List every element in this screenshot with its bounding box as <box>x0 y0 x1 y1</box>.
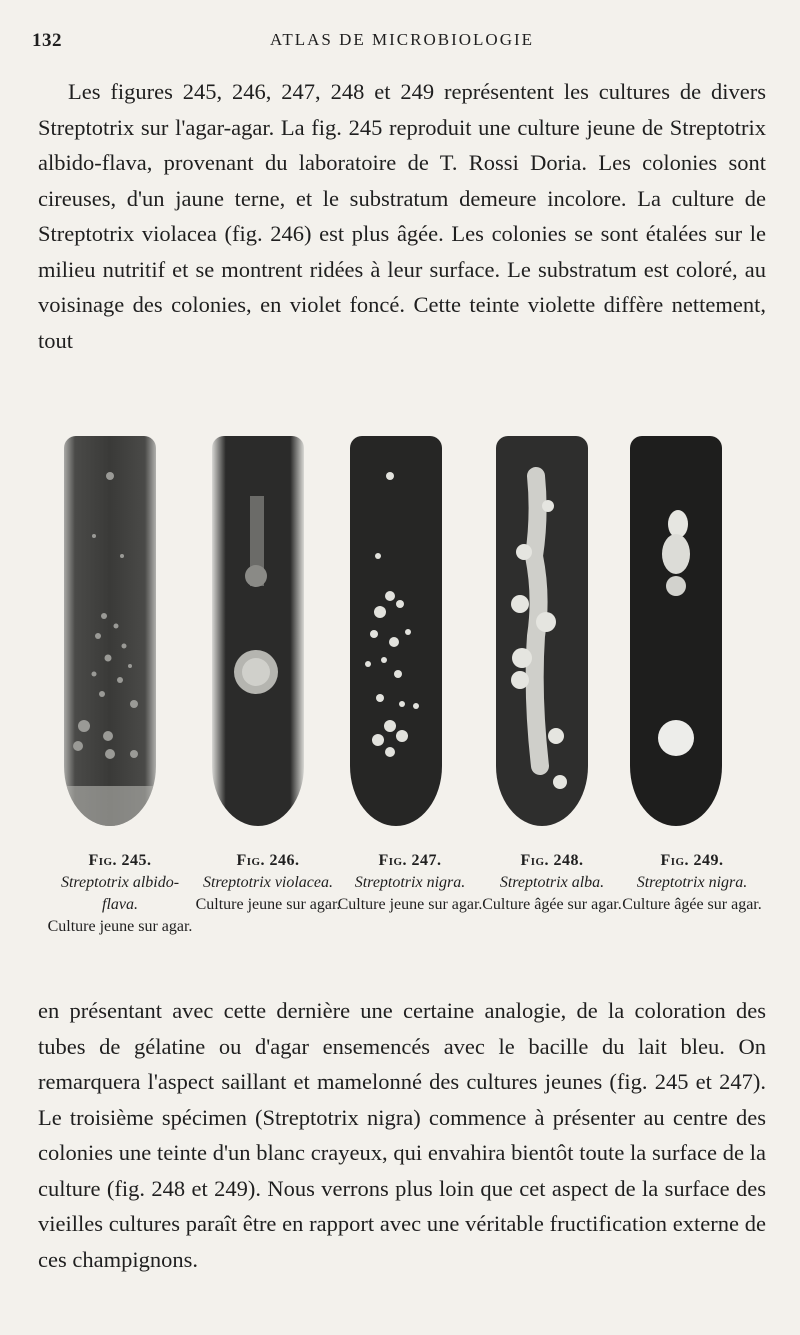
culture-description: Culture jeune sur agar. <box>47 918 193 935</box>
figure-number: Fig. 248. <box>520 852 584 869</box>
paragraph-top <box>38 74 766 358</box>
tube-image-247 <box>350 436 442 826</box>
culture-description: Culture jeune sur agar. <box>337 896 483 913</box>
figure-captions <box>32 850 772 980</box>
paragraph-bottom <box>38 993 766 1277</box>
species-name: Streptotrix albido-flava. <box>60 874 180 913</box>
tube-image-249 <box>630 436 722 826</box>
page-header <box>32 30 772 54</box>
paragraph-bottom-text: en présentant avec cette dernière une certaine analogie, de la coloration des tubes de gélatine ou d'agar ensemencés avec le bacille du lait bleu. On remarquera l'aspect saillant et mamelonné des cultures jeunes (fig. 245 et 247). Le troisième spécimen (Streptotrix nigra) commence à présenter au centre des colonies une teinte d'un blanc crayeux, qui envahira bientôt toute la surface de la culture (fig. 248 et 249). Nous verrons plus loin que cet aspect de la surface des vieilles cultures paraît être en rapport avec une véritable fructification externe de ces champignons. <box>38 998 766 1272</box>
species-name: Streptotrix nigra. <box>354 874 466 891</box>
culture-description: Culture âgée sur agar. <box>622 896 762 913</box>
page-number: 132 <box>32 30 62 51</box>
figure-number: Fig. 245. <box>88 852 152 869</box>
paragraph-top-text: Les figures 245, 246, 247, 248 et 249 représentent les cultures de divers Streptotrix sur l'agar-agar. La fig. 245 reproduit une culture jeune de Streptotrix albido-flava, provenant du laboratoire de T. Rossi Doria. Les colonies sont cireuses, d'un jaune terne, et le substratum demeure incolore. La culture de Streptotrix violacea (fig. 246) est plus âgée. Les colonies se sont étalées sur le milieu nutritif et se montrent ridées à leur surface. Le substratum est coloré, au voisinage des colonies, en violet foncé. Cette teinte violette diffère nettement, tout <box>38 79 766 353</box>
culture-description: Culture âgée sur agar. <box>482 896 622 913</box>
tube-image-248 <box>496 436 588 826</box>
figure-number: Fig. 247. <box>378 852 442 869</box>
caption-fig-246 <box>194 850 342 916</box>
figure-number: Fig. 249. <box>660 852 724 869</box>
figure-number: Fig. 246. <box>236 852 300 869</box>
culture-description: Culture jeune sur agar. <box>195 896 341 913</box>
caption-fig-247 <box>336 850 484 916</box>
caption-fig-245 <box>46 850 194 938</box>
species-name: Streptotrix alba. <box>499 874 605 891</box>
culture-tubes-plate <box>40 436 760 836</box>
tube-image-245 <box>64 436 156 826</box>
species-name: Streptotrix nigra. <box>636 874 748 891</box>
species-name: Streptotrix violacea. <box>202 874 334 891</box>
caption-fig-248 <box>478 850 626 916</box>
tube-image-246 <box>212 436 304 826</box>
running-head: ATLAS DE MICROBIOLOGIE <box>269 30 535 49</box>
caption-fig-249 <box>618 850 766 916</box>
